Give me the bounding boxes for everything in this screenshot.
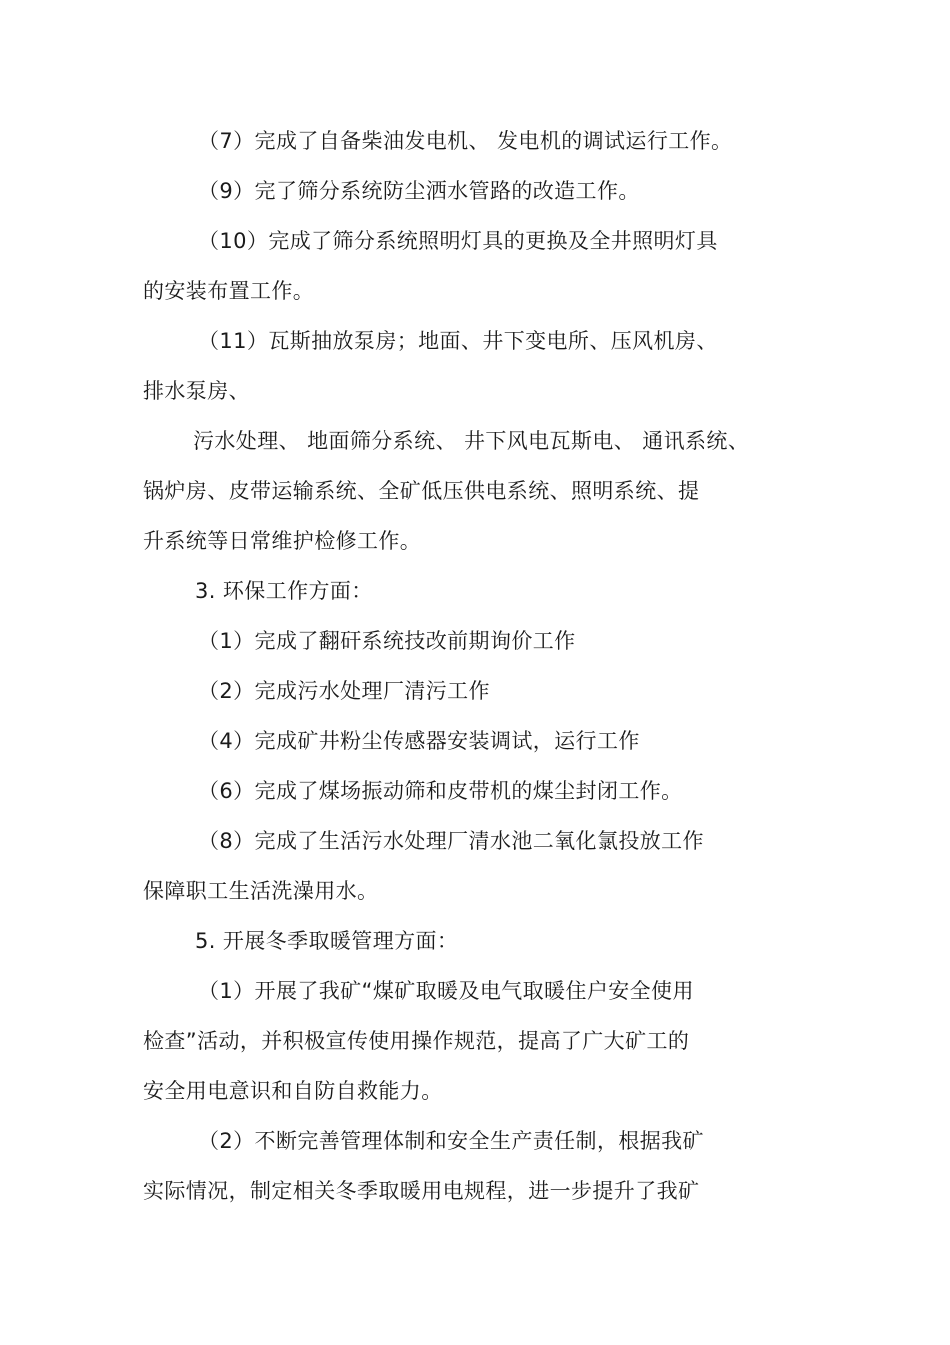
- paragraph-line: 实际情况，制定相关冬季取暖用电规程，进一步提升了我矿: [143, 1179, 700, 1203]
- paragraph-line: （6）完成了煤场振动筛和皮带机的煤尘封闭工作。: [198, 779, 683, 803]
- paragraph-line: （1）完成了翻矸系统技改前期询价工作: [198, 629, 576, 653]
- section-heading: 5. 开展冬季取暖管理方面：: [195, 929, 459, 953]
- section-heading: 3. 环保工作方面：: [195, 579, 373, 603]
- paragraph-line: （11）瓦斯抽放泵房；地面、井下变电所、压风机房、: [198, 329, 718, 353]
- paragraph-line: 检查”活动，并积极宣传使用操作规范，提高了广大矿工的: [143, 1029, 690, 1053]
- paragraph-line: 排水泵房、: [143, 379, 250, 403]
- paragraph-line: （7）完成了自备柴油发电机、 发电机的调试运行工作。: [198, 129, 733, 153]
- paragraph-line: 的安装布置工作。: [143, 279, 315, 303]
- paragraph-line: （1）开展了我矿“煤矿取暖及电气取暖住户安全使用: [198, 979, 694, 1003]
- paragraph-line: 污水处理、 地面筛分系统、 井下风电瓦斯电、 通讯系统、: [193, 429, 750, 453]
- paragraph-line: 升系统等日常维护检修工作。: [143, 529, 422, 553]
- paragraph-line: （4）完成矿井粉尘传感器安装调试，运行工作: [198, 729, 640, 753]
- paragraph-line: 锅炉房、皮带运输系统、全矿低压供电系统、照明系统、提: [143, 479, 700, 503]
- paragraph-line: （10）完成了筛分系统照明灯具的更换及全井照明灯具: [198, 229, 718, 253]
- paragraph-line: 安全用电意识和自防自救能力。: [143, 1079, 443, 1103]
- paragraph-line: （9）完了筛分系统防尘洒水管路的改造工作。: [198, 179, 640, 203]
- paragraph-line: （8）完成了生活污水处理厂清水池二氧化氯投放工作: [198, 829, 704, 853]
- paragraph-line: （2）完成污水处理厂清污工作: [198, 679, 490, 703]
- paragraph-line: 保障职工生活洗澡用水。: [143, 879, 379, 903]
- paragraph-line: （2）不断完善管理体制和安全生产责任制，根据我矿: [198, 1129, 704, 1153]
